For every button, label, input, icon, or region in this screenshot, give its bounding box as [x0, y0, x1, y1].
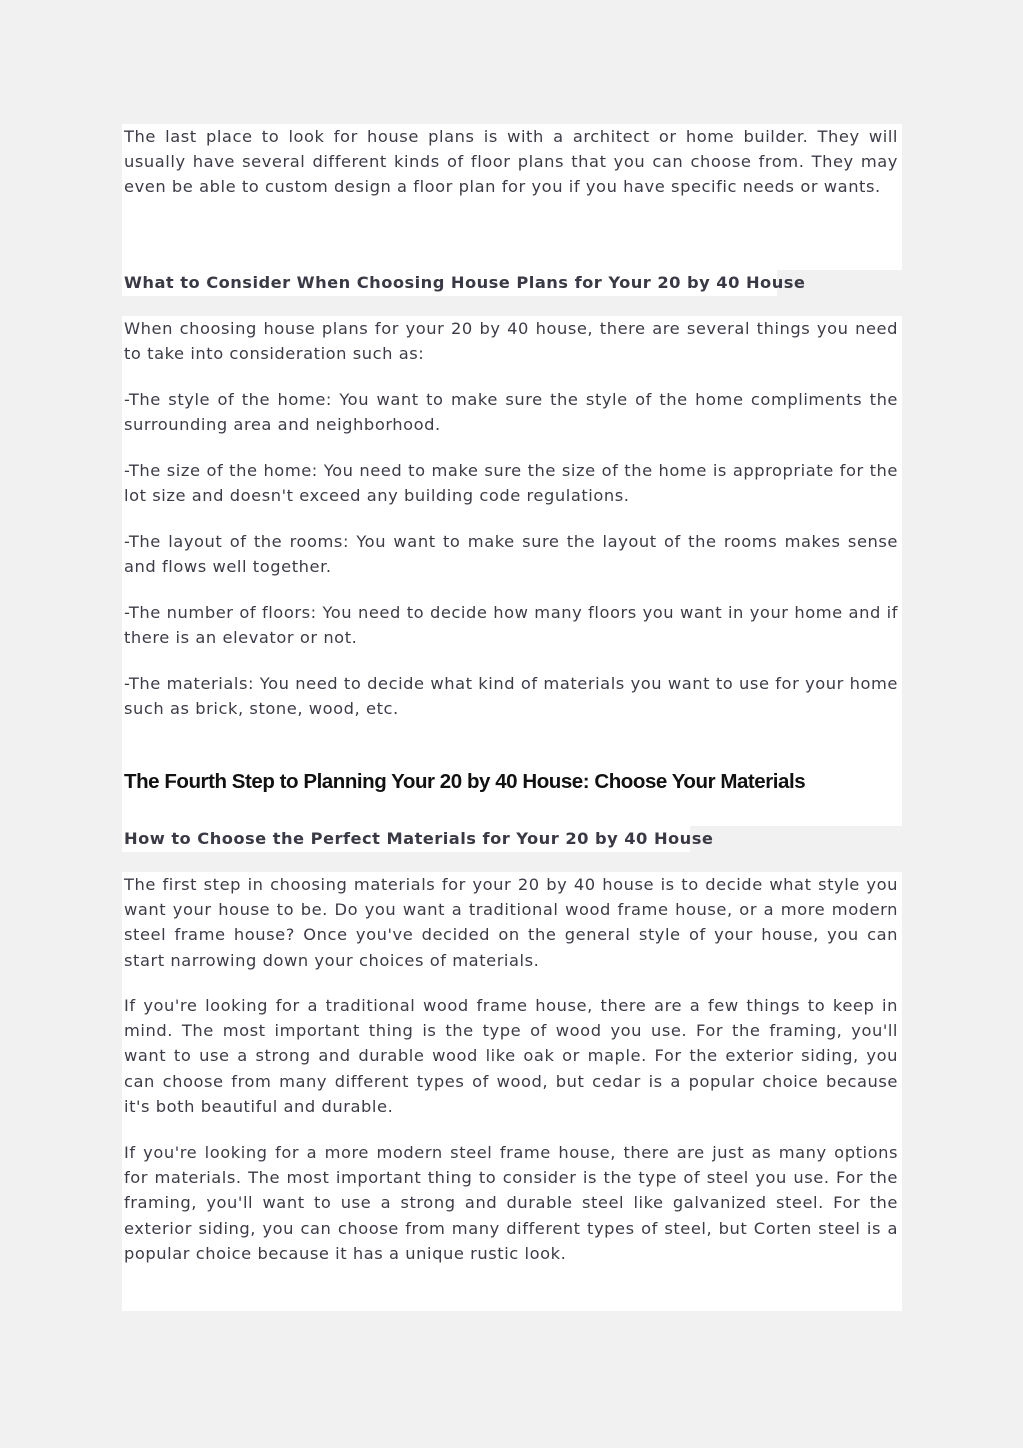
intro-paragraph: The last place to look for house plans is with a architect or home builder. They will usually have several different kinds of floor plans that you can choose from. They may even be able to custom design a floor plan for you if you have specific needs or wants. — [124, 127, 898, 197]
materials-paragraph-steel: If you're looking for a more modern steel frame house, there are just as many options for materials. The most important thing to consider is the type of steel you use. For the framing, you'll want to use a strong and durable steel like galvanized steel. For the exterior siding, you can choose from many different types of steel, but Corten steel is a popular choice because it has a unique rustic look. — [124, 1143, 898, 1263]
consider-item-floors: -The number of floors: You need to decide how many floors you want in your home and if there is an elevator or not. — [124, 603, 898, 648]
consider-item-materials: -The materials: You need to decide what kind of materials you want to use for your home such as brick, stone, wood, etc. — [124, 674, 898, 719]
materials-paragraph-style: The first step in choosing materials for your 20 by 40 house is to decide what style you want your house to be. Do you want a traditional wood frame house, or a more modern steel frame house? Once you've decided on the general style of your house, you can start narrowing down your choices of materials. — [124, 875, 898, 970]
consider-item-size: -The size of the home: You need to make sure the size of the home is appropriate for the lot size and doesn't exceed any building code regulations. — [124, 461, 898, 506]
consider-intro: When choosing house plans for your 20 by 40 house, there are several things you need to take into consideration such as: — [124, 319, 898, 364]
step-heading: The Fourth Step to Planning Your 20 by 40 House: Choose Your Materials — [124, 770, 806, 793]
materials-heading: How to Choose the Perfect Materials for Your 20 by 40 House — [124, 829, 714, 848]
consider-item-style: -The style of the home: You want to make sure the style of the home compliments the surrounding area and neighborhood. — [124, 390, 898, 435]
consider-heading: What to Consider When Choosing House Plans for Your 20 by 40 House — [124, 273, 806, 292]
materials-paragraph-wood: If you're looking for a traditional wood frame house, there are a few things to keep in mind. The most important thing is the type of wood you use. For the framing, you'll want to use a strong and durable wood like oak or maple. For the exterior siding, you can choose from many different types of wood, but cedar is a popular choice because it's both beautiful and durable. — [124, 996, 898, 1116]
consider-item-layout: -The layout of the rooms: You want to make sure the layout of the rooms makes sense and flows well together. — [124, 532, 898, 577]
